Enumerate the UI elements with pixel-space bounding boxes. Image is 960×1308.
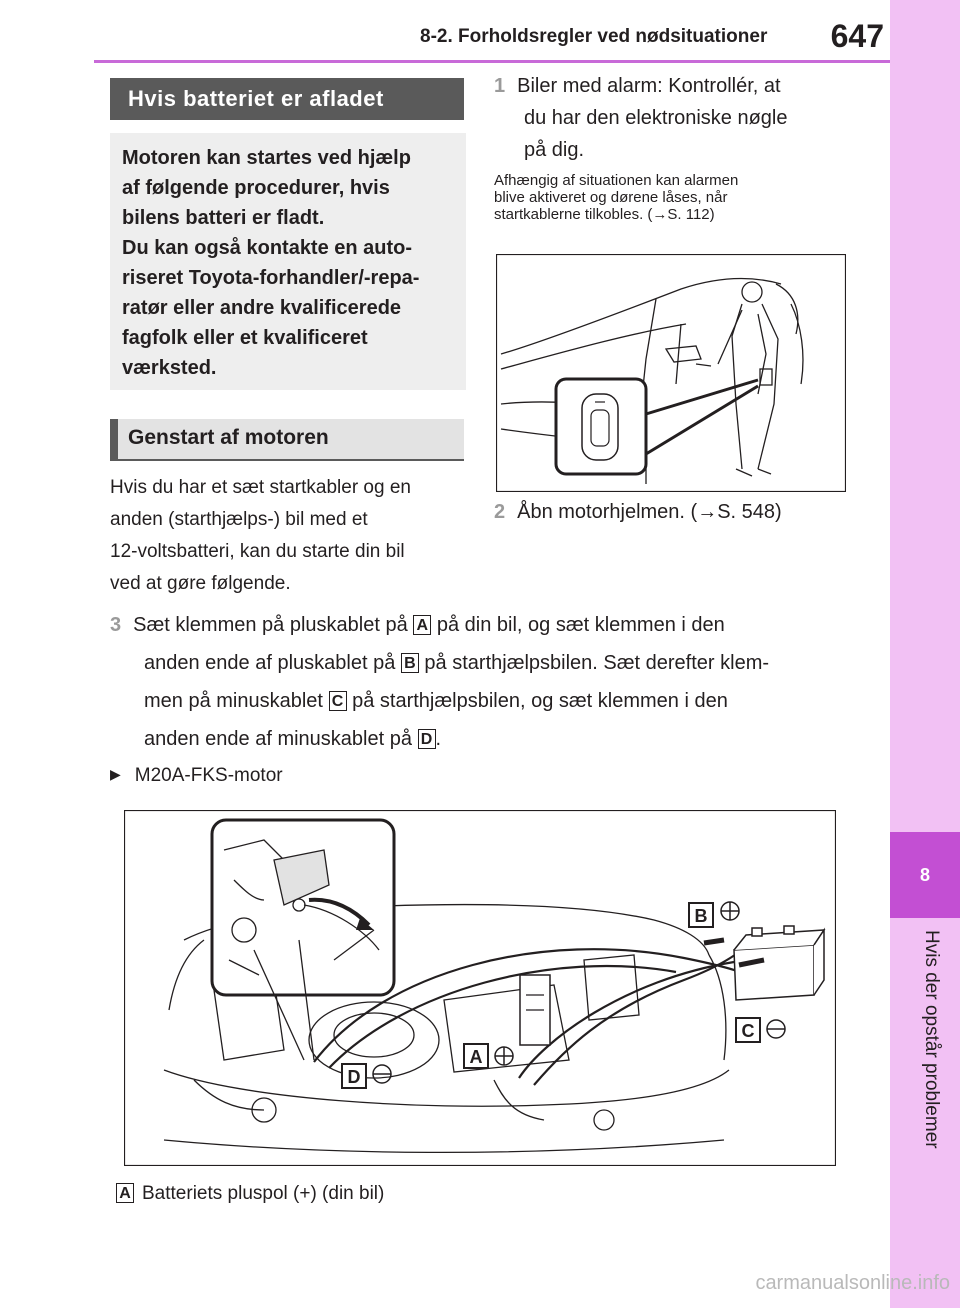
figure-caption <box>116 1180 384 1208</box>
diagram-label-a: A <box>469 1047 483 1067</box>
diagram-label-d: D <box>347 1067 361 1087</box>
box-line: riseret Toyota-forhandler/-repa- <box>122 267 420 289</box>
step-1-line: du har den elektroniske nøgle <box>524 107 788 129</box>
step-3-line <box>110 720 890 758</box>
step-text: anden ende af pluskablet på <box>144 652 401 674</box>
header-divider <box>94 60 890 63</box>
note-line: startkablerne tilkobles. (→S. 112) <box>494 206 715 223</box>
engine-bay-illustration <box>124 810 836 1166</box>
chapter-number: 8 <box>890 832 960 918</box>
step-3-line <box>110 682 890 720</box>
step-number: 2 <box>494 501 506 523</box>
step-1 <box>494 70 834 166</box>
step-3 <box>110 606 890 758</box>
section-title: 8-2. Forholdsregler ved nødsituationer <box>420 26 768 47</box>
diagram-label-b: B <box>694 906 708 926</box>
step-1-line: på dig. <box>524 139 585 161</box>
step-text: Åbn motorhjelmen. (→S. 548) <box>517 501 782 523</box>
note-line: blive aktiveret og dørene låses, når <box>494 189 728 206</box>
engine-variant <box>110 760 283 790</box>
step-text: på din bil, og sæt klemmen i den <box>431 614 725 636</box>
step-text: Biler med alarm: Kontrollér, at <box>517 75 781 97</box>
label-d-badge: D <box>418 729 436 749</box>
box-line: fagfolk eller et kvalificeret <box>122 327 368 349</box>
intro-line: anden (starthjælps-) bil med et <box>110 509 368 530</box>
box-line: Du kan også kontakte en auto- <box>122 237 413 259</box>
diagram-label-c: C <box>741 1021 755 1041</box>
label-c-badge: C <box>329 691 347 711</box>
step-1-note <box>494 172 834 223</box>
intro-line: ved at gøre følgende. <box>110 573 291 594</box>
intro-line: 12-voltsbatteri, kan du starte din bil <box>110 541 405 562</box>
step-3-line <box>110 644 890 682</box>
step-text: . <box>435 728 442 750</box>
step-text: men på minuskablet <box>144 690 329 712</box>
label-a-badge: A <box>116 1183 134 1203</box>
box-line: bilens batteri er fladt. <box>122 207 325 229</box>
step-text: anden ende af minuskablet på <box>144 728 418 750</box>
triangle-bullet-icon: ▶ <box>110 766 121 782</box>
watermark: carmanualsonline.info <box>755 1272 950 1294</box>
page-number: 647 <box>830 18 884 54</box>
box-line: Motoren kan startes ved hjælp <box>122 147 411 169</box>
label-b-badge: B <box>401 653 419 673</box>
chapter-title: Hvis der opstår problemer <box>921 930 942 1149</box>
step-3-line <box>110 606 890 644</box>
caption-text: Batteriets pluspol (+) (din bil) <box>142 1183 385 1204</box>
step-number: 3 <box>110 614 122 636</box>
step-text: på starthjælpsbilen. Sæt derefter klem- <box>418 652 770 674</box>
step-number: 1 <box>494 75 506 97</box>
step-2 <box>494 496 874 528</box>
intro-line: Hvis du har et sæt startkabler og en <box>110 477 411 498</box>
box-title: Hvis batteriet er afladet <box>110 78 464 120</box>
step-1-line <box>494 70 834 102</box>
step-text: på starthjælpsbilen, og sæt klemmen i den <box>346 690 728 712</box>
key-illustration <box>496 254 846 492</box>
step-text: Sæt klemmen på pluskablet på <box>133 614 414 636</box>
intro-paragraph <box>110 472 470 600</box>
box-body <box>110 133 466 390</box>
note-line: Afhængig af situationen kan alarmen <box>494 172 739 189</box>
box-line: af følgende procedurer, hvis <box>122 177 390 199</box>
label-a-badge: A <box>413 615 431 635</box>
engine-variant-text: M20A-FKS-motor <box>134 765 283 786</box>
box-line: ratør eller andre kvalificerede <box>122 297 402 319</box>
box-line: værksted. <box>122 357 217 379</box>
subsection-title: Genstart af motoren <box>110 419 464 461</box>
